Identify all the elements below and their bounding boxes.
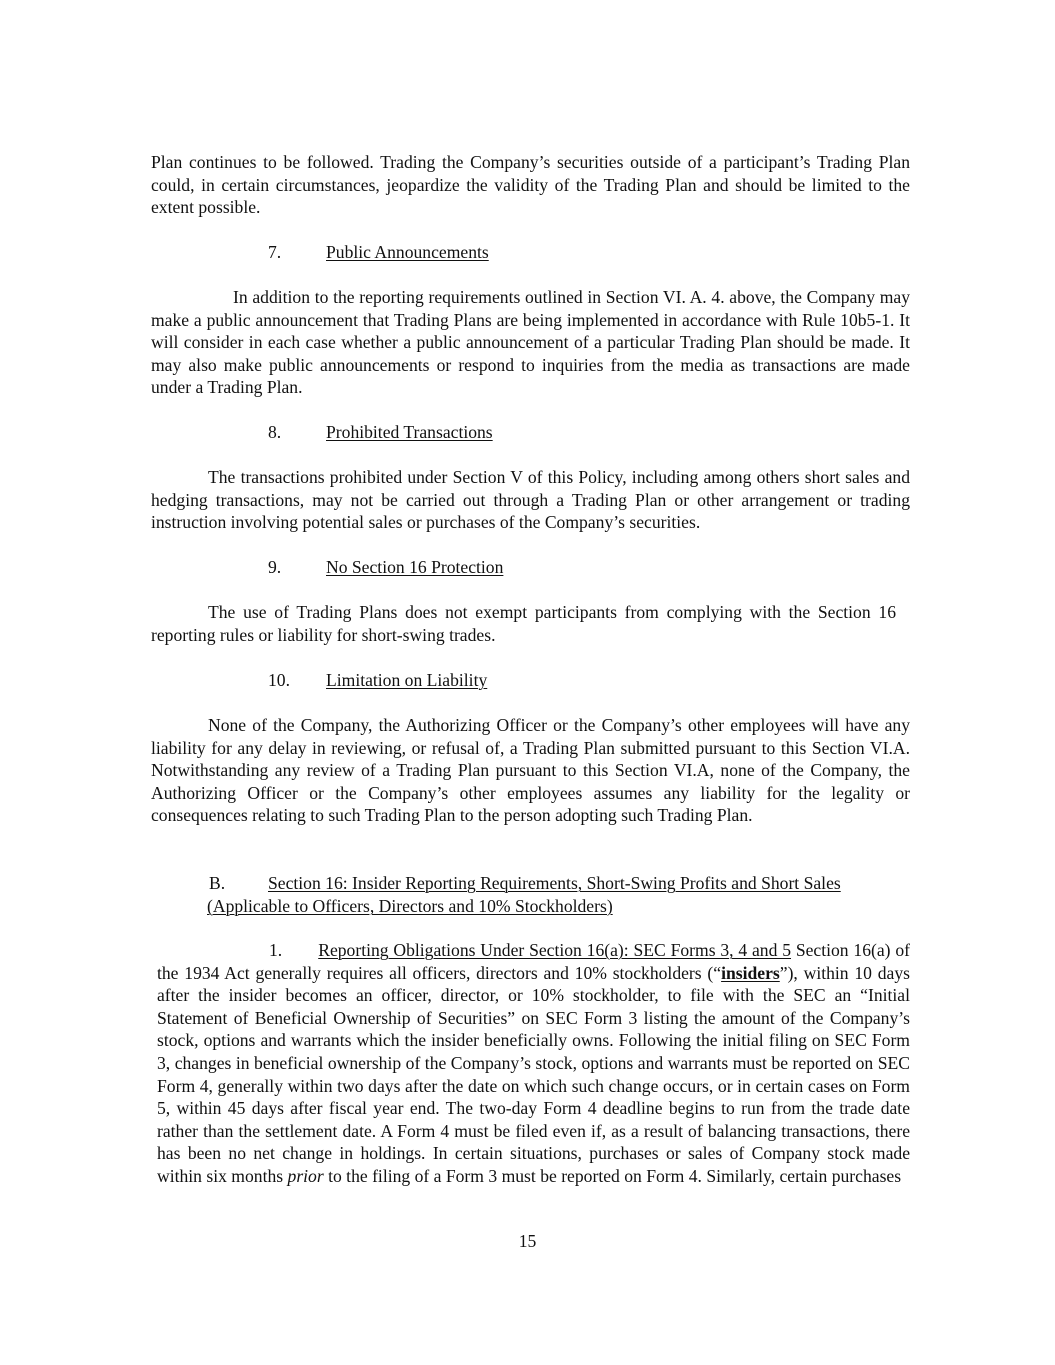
section-body-8: The transactions prohibited under Section V of this Policy, including among others short sales and hedging transactions, may not be carried out through a Trading Plan or other arrangement or trading instruction involving potential sales or purchases of the Company’s securities. — [151, 467, 910, 533]
section-number: 9. — [268, 557, 282, 577]
section-letter: B. — [209, 873, 226, 893]
page-number: 15 — [518, 1231, 537, 1251]
item-text: Section 16(a) of the 1934 Act generally requires all officers, directors and 10% stockholders (“ — [157, 940, 910, 983]
item-text: to the filing of a Form 3 must be reported on Form 4. Similarly, certain purchases — [323, 1165, 902, 1186]
section-number: 8. — [268, 422, 282, 442]
section-b1-paragraph — [157, 939, 910, 1188]
item-title: Reporting Obligations Under Section 16(a): SEC Forms 3, 4 and 5 — [318, 940, 791, 960]
section-title: Limitation on Liability — [326, 670, 488, 690]
section-body-10: None of the Company, the Authorizing Officer or the Company’s other employees will have any liability for any delay in reviewing, or refusal of, a Trading Plan submitted pursuant to this Section VI.A. Notwithstanding any review of a Trading Plan pursuant to this Section VI.A, none of the Company, the Authorizing Officer or the Company’s other employees assumes any liability for the legality or consequences relating to such Trading Plan to the person adopting such Trading Plan. — [151, 715, 910, 826]
intro-paragraph: Plan continues to be followed. Trading the Company’s securities outside of a participant’s Trading Plan could, in certain circumstances, jeopardize the validity of the Trading Plan and should be limited to the extent possible. — [151, 152, 910, 218]
section-body-7: In addition to the reporting requirements outlined in Section VI. A. 4. above, the Company may make a public announcement that Trading Plans are being implemented in accordance with Rule 10b5-1. It will consider in each case whether a public announcement of a particular Trading Plan should be made. It may also make public announcements or respond to inquiries from the media as transactions are made under a Trading Plan. — [151, 287, 910, 398]
section-b-title-line1: Section 16: Insider Reporting Requirements, Short-Swing Profits and Short Sales — [268, 873, 841, 893]
item-text: ”), within 10 days after the insider becomes an officer, director, or 10% stockholder, to file with the SEC an “Initial Statement of Beneficial Ownership of Securities” on SEC Form 3 listing the amount of the Company’s stock, options and warrants which the insider beneficially owns. Following the initial filing on SEC Form 3, changes in beneficial ownership of the Company’s stock, options and warrants must be reported on SEC Form 4, generally within two days after the date on which such change occurs, or in certain cases on Form 5, within 45 days after fiscal year end. The two-day Form 4 deadline begins to run from the trade date rather than the settlement date. A Form 4 must be filed even if, as a result of balancing transactions, there has been no net change in holdings. In certain situations, purchases or sales of Company stock made within six months — [157, 962, 910, 1186]
section-title: Public Announcements — [326, 242, 489, 262]
section-title: Prohibited Transactions — [326, 422, 493, 442]
italic-term: prior — [287, 1165, 324, 1186]
defined-term: insiders — [721, 962, 780, 983]
section-title: No Section 16 Protection — [326, 557, 504, 577]
section-number: 7. — [268, 242, 282, 262]
item-number: 1. — [269, 940, 283, 960]
section-body-9: The use of Trading Plans does not exempt participants from complying with the Section 16 reporting rules or liability for short-swing trades. — [151, 602, 896, 645]
section-number: 10. — [268, 670, 290, 690]
section-b-title-line2: (Applicable to Officers, Directors and 10% Stockholders) — [207, 896, 613, 916]
